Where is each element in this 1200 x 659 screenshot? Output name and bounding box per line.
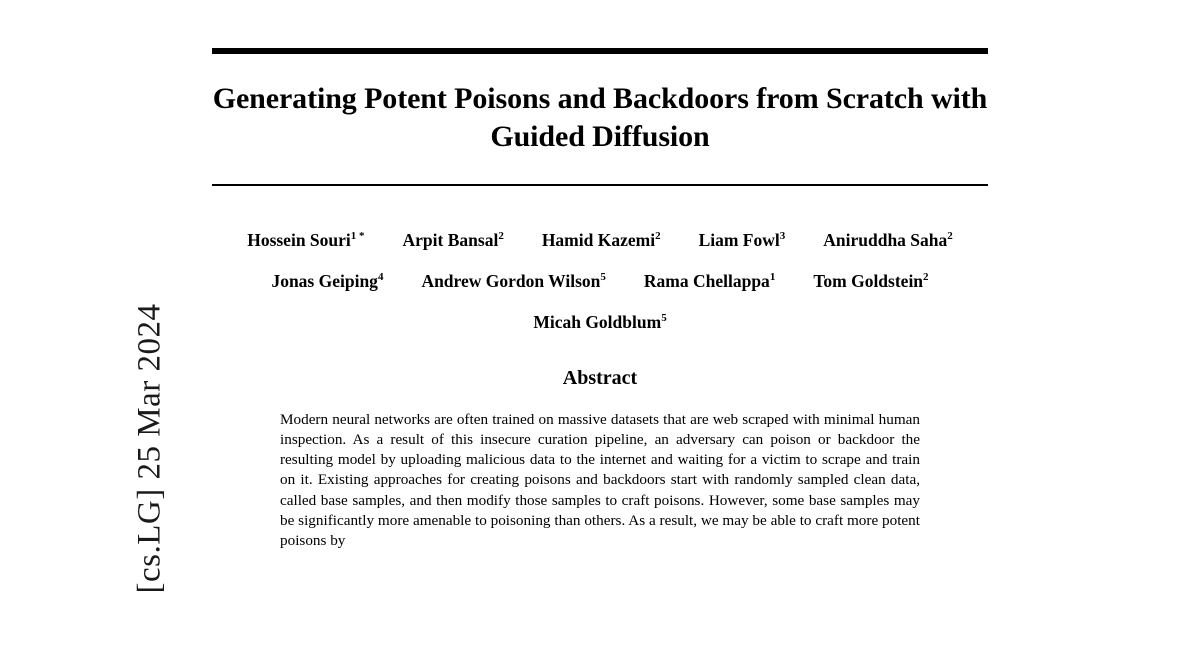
author-label: Tom Goldstein	[813, 270, 924, 291]
arxiv-identifier-stamp: [cs.LG] 25 Mar 2024	[131, 303, 168, 594]
abstract-text: Modern neural networks are often trained on massive datasets that are web scraped with minimal human inspection. As a result of this insecure curation pipeline, an adversary can poison or backdoor the resulting model by uploading malicious data to the internet and waiting for a victim to scrape and train on it. Existing approaches for creating poisons and backdoors start with randomly sampled clean data, called base samples, and then modify those samples to craft poisons. However, some base samples may be significantly more amenable to poisoning than others. As a result, we may be able to craft more potent poisons by	[280, 410, 920, 550]
author-affiliation-marker: 3	[779, 229, 786, 242]
page-title: Generating Potent Poisons and Backdoors from Scratch with Guided Diffusion	[212, 82, 988, 154]
author-affiliation-marker: 5	[600, 270, 606, 283]
author-row	[212, 271, 988, 292]
author-affiliation-marker: 1 *	[350, 229, 365, 242]
author-name	[533, 312, 666, 333]
author-affiliation-marker: 4	[377, 270, 384, 283]
author-label: Hossein Souri	[247, 229, 351, 250]
author-label: Arpit Bansal	[402, 229, 499, 250]
title-bottom-rule	[212, 184, 988, 186]
author-affiliation-marker: 2	[498, 229, 504, 242]
author-label: Micah Goldblum	[533, 311, 662, 332]
abstract-heading: Abstract	[562, 366, 638, 389]
author-label: Hamid Kazemi	[541, 229, 656, 250]
author-name	[823, 230, 953, 251]
author-row	[212, 230, 988, 251]
author-name	[644, 271, 775, 292]
author-name	[813, 271, 928, 292]
author-name	[542, 230, 661, 251]
author-label: Liam Fowl	[698, 229, 780, 250]
author-affiliation-marker: 2	[947, 229, 953, 242]
title-top-rule	[212, 48, 988, 54]
author-affiliation-marker: 2	[655, 229, 661, 242]
author-affiliation-marker: 5	[661, 311, 667, 324]
author-name	[247, 230, 364, 251]
author-name	[271, 271, 383, 292]
author-label: Andrew Gordon Wilson	[421, 270, 601, 291]
author-name	[403, 230, 504, 251]
author-list	[212, 230, 988, 333]
author-label: Jonas Geiping	[271, 270, 378, 291]
author-name	[699, 230, 786, 251]
author-label: Aniruddha Saha	[823, 229, 948, 250]
author-label: Rama Chellappa	[643, 270, 770, 291]
author-row	[212, 312, 988, 333]
paper-page	[212, 0, 988, 648]
author-name	[421, 271, 605, 292]
author-affiliation-marker: 2	[923, 270, 929, 283]
author-affiliation-marker: 1	[769, 270, 776, 283]
